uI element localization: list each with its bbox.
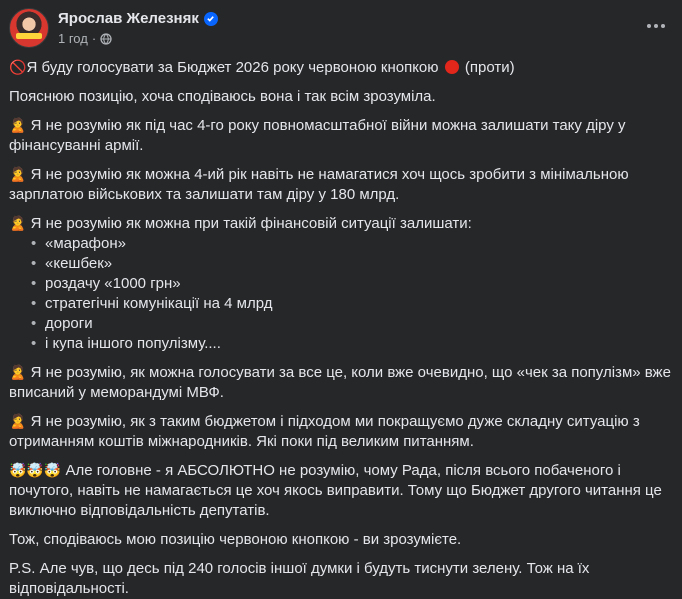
person-icon: 🙎 — [9, 414, 27, 430]
post-line-1-text: Я буду голосувати за Бюджет 2026 року червоною кнопкою — [26, 59, 439, 76]
person-icon: 🙎 — [9, 167, 27, 183]
list-item: • «марафон» — [31, 234, 672, 254]
post-paragraph-7 — [9, 412, 672, 452]
post-body — [9, 58, 672, 599]
paragraph-text: Але головне - я АБСОЛЮТНО не розумію, чому Рада, після всього побаченого і почутого, навіть не намагається це хоч якось виправити. Тому що Бюджет другого читання це виключно відповідальність депутатів. — [9, 462, 662, 519]
post-meta — [58, 31, 112, 46]
person-icon: 🙎 — [9, 118, 27, 134]
verified-badge-icon — [204, 12, 218, 26]
list-item: • «кешбек» — [31, 254, 672, 274]
post-line-2: Пояснюю позицію, хоча сподіваюсь вона і так всім зрозуміла. — [9, 88, 436, 105]
post-line-1-tail: (проти) — [460, 59, 515, 76]
post-paragraph-9: Тож, сподіваюсь мою позицію червоною кнопкою - ви зрозумієте. — [9, 531, 462, 548]
list-item: • роздачу «1000 грн» — [31, 274, 672, 294]
paragraph-text: Я не розумію як можна 4-ий рік навіть не намагатися хоч щось зробити з мінімальною зарплатою військових та залишати там діру у 180 млрд. — [9, 166, 629, 203]
paragraph-text: Я не розумію, як з таким бюджетом і підходом ми покращуємо дуже складну ситуацію з отриманням коштів міжнародників. Які поки під великим питанням. — [9, 413, 640, 450]
person-icon: 🙎 — [9, 365, 27, 381]
list-item: • стратегічні комунікації на 4 млрд — [31, 294, 672, 314]
more-dot — [661, 24, 665, 28]
post-paragraph-3 — [9, 116, 672, 156]
paragraph-text: Я не розумію як можна при такій фінансовій ситуації залишати: — [30, 215, 472, 232]
avatar[interactable] — [9, 8, 49, 48]
post-header — [9, 8, 670, 50]
author-name[interactable]: Ярослав Железняк — [58, 10, 199, 27]
list-item: • і купа іншого популізму.... — [31, 334, 672, 354]
post-paragraph-5 — [9, 214, 672, 234]
post-paragraph-4 — [9, 165, 672, 205]
post-paragraph-10: P.S. Але чув, що десь під 240 голосів іншої думки і будуть тиснути зелену. Тож на їх відповідальності. — [9, 560, 590, 597]
post-line-1 — [9, 58, 672, 78]
post-paragraph-8 — [9, 461, 672, 521]
post-paragraph-6 — [9, 363, 672, 403]
author-row — [58, 10, 218, 27]
more-options-button[interactable] — [642, 12, 670, 40]
post-timestamp[interactable]: 1 год — [58, 31, 88, 46]
globe-icon — [100, 33, 112, 45]
meta-separator: · — [91, 31, 97, 46]
red-circle-icon — [445, 60, 459, 74]
prohibited-icon: 🚫 — [9, 60, 27, 76]
avatar-badge — [16, 33, 42, 39]
more-dot — [647, 24, 651, 28]
paragraph-text: Я не розумію, як можна голосувати за все це, коли вже очевидно, що «чек за популізм» вже вписаний у меморандумі МВФ. — [9, 364, 671, 401]
person-icon: 🙎 — [9, 216, 27, 232]
list-item: • дороги — [31, 314, 672, 334]
populism-list — [9, 234, 672, 354]
paragraph-text: Я не розумію як під час 4-го року повномасштабної війни можна залишати таку діру у фінансуванні армії. — [9, 117, 626, 154]
exploding-head-icon: 🤯🤯🤯 — [9, 463, 62, 479]
more-dot — [654, 24, 658, 28]
